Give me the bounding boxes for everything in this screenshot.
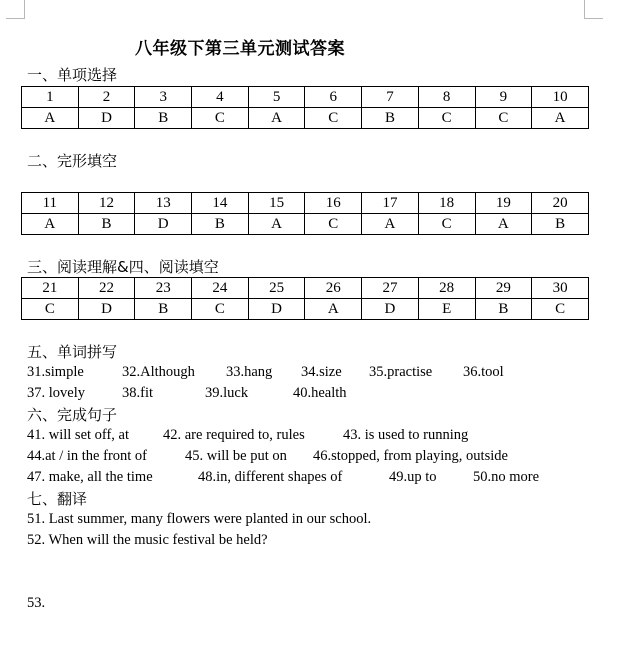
- table-cell: 3: [135, 87, 192, 108]
- section-heading-reading: 三、阅读理解&四、阅读填空: [27, 258, 219, 276]
- table-cell: 25: [248, 278, 305, 299]
- answer-item: 39.luck: [205, 385, 249, 401]
- page-corner-mark-left: [6, 0, 25, 19]
- page-corner-mark-right: [584, 0, 603, 19]
- answer-item: 43. is used to running: [343, 427, 469, 443]
- table-cell: E: [418, 299, 475, 320]
- table-cell: 23: [135, 278, 192, 299]
- table-cell: C: [192, 108, 249, 129]
- page-title: 八年级下第三单元测试答案: [135, 39, 345, 59]
- answer-item: 38.fit: [122, 385, 154, 401]
- table-cell: A: [22, 214, 79, 235]
- translation-line-53: 53.: [27, 595, 46, 611]
- answer-item: 33.hang: [226, 364, 273, 380]
- table-cell: 7: [362, 87, 419, 108]
- table-cell: 26: [305, 278, 362, 299]
- table-cell: 15: [248, 193, 305, 214]
- table-cell: C: [418, 108, 475, 129]
- answer-item: 34.size: [301, 364, 342, 380]
- answer-item: 31.simple: [27, 364, 84, 380]
- table-cell: 6: [305, 87, 362, 108]
- answer-item: 40.health: [293, 385, 347, 401]
- section-heading-translation: 七、翻译: [27, 490, 88, 508]
- table-cell: D: [135, 214, 192, 235]
- table-cell: 18: [418, 193, 475, 214]
- table-cell: B: [475, 299, 532, 320]
- table-cell: 22: [78, 278, 135, 299]
- answer-item: 37. lovely: [27, 385, 85, 401]
- table-cell: A: [22, 108, 79, 129]
- table-cell: 17: [362, 193, 419, 214]
- answer-table-3: [21, 277, 589, 320]
- table-row-answers: [22, 108, 589, 129]
- answer-item: 35.practise: [369, 364, 433, 380]
- answer-table-1: [21, 86, 589, 129]
- table-cell: D: [248, 299, 305, 320]
- translation-line-52: 52. When will the music festival be held?: [27, 532, 268, 548]
- table-cell: 28: [418, 278, 475, 299]
- table-row-numbers: [22, 193, 589, 214]
- table-cell: A: [248, 108, 305, 129]
- table-cell: 4: [192, 87, 249, 108]
- answer-table-2: [21, 192, 589, 235]
- table-cell: 14: [192, 193, 249, 214]
- table-row-answers: [22, 214, 589, 235]
- table-cell: D: [362, 299, 419, 320]
- table-cell: C: [305, 108, 362, 129]
- answer-item: 41. will set off, at: [27, 427, 130, 443]
- table-cell: C: [475, 108, 532, 129]
- table-cell: D: [78, 108, 135, 129]
- answer-item: 50.no more: [473, 469, 540, 485]
- section-heading-spelling: 五、单词拼写: [27, 343, 118, 361]
- answer-item: 46.stopped, from playing, outside: [313, 448, 508, 464]
- table-cell: 13: [135, 193, 192, 214]
- table-cell: 19: [475, 193, 532, 214]
- table-cell: A: [475, 214, 532, 235]
- table-cell: 8: [418, 87, 475, 108]
- answer-item: 36.tool: [463, 364, 504, 380]
- table-cell: 10: [532, 87, 589, 108]
- table-cell: A: [362, 214, 419, 235]
- table-cell: B: [532, 214, 589, 235]
- section-heading-cloze: 二、完形填空: [27, 152, 118, 170]
- table-cell: B: [362, 108, 419, 129]
- section-heading-single-choice: 一、单项选择: [27, 66, 118, 84]
- table-cell: B: [78, 214, 135, 235]
- translation-line-51: 51. Last summer, many flowers were planted in our school.: [27, 511, 372, 527]
- table-row-answers: [22, 299, 589, 320]
- table-cell: A: [248, 214, 305, 235]
- table-cell: A: [532, 108, 589, 129]
- table-cell: B: [135, 108, 192, 129]
- answer-item: 49.up to: [389, 469, 437, 485]
- answer-item: 32.Although: [122, 364, 195, 380]
- table-cell: C: [532, 299, 589, 320]
- table-cell: 27: [362, 278, 419, 299]
- answer-item: 47. make, all the time: [27, 469, 153, 485]
- answer-item: 48.in, different shapes of: [198, 469, 343, 485]
- table-row-numbers: [22, 87, 589, 108]
- table-cell: 16: [305, 193, 362, 214]
- table-cell: 24: [192, 278, 249, 299]
- answer-item: 45. will be put on: [185, 448, 287, 464]
- table-cell: 9: [475, 87, 532, 108]
- table-cell: D: [78, 299, 135, 320]
- table-cell: A: [305, 299, 362, 320]
- table-cell: 5: [248, 87, 305, 108]
- table-cell: C: [418, 214, 475, 235]
- table-cell: B: [135, 299, 192, 320]
- table-cell: 20: [532, 193, 589, 214]
- answer-item: 44.at / in the front of: [27, 448, 148, 464]
- table-cell: 21: [22, 278, 79, 299]
- table-cell: 30: [532, 278, 589, 299]
- table-cell: 1: [22, 87, 79, 108]
- answer-item: 42. are required to, rules: [163, 427, 305, 443]
- table-cell: B: [192, 214, 249, 235]
- table-cell: C: [305, 214, 362, 235]
- table-cell: C: [22, 299, 79, 320]
- table-cell: 29: [475, 278, 532, 299]
- table-cell: C: [192, 299, 249, 320]
- section-heading-sentences: 六、完成句子: [27, 406, 118, 424]
- table-row-numbers: [22, 278, 589, 299]
- table-cell: 2: [78, 87, 135, 108]
- table-cell: 12: [78, 193, 135, 214]
- table-cell: 11: [22, 193, 79, 214]
